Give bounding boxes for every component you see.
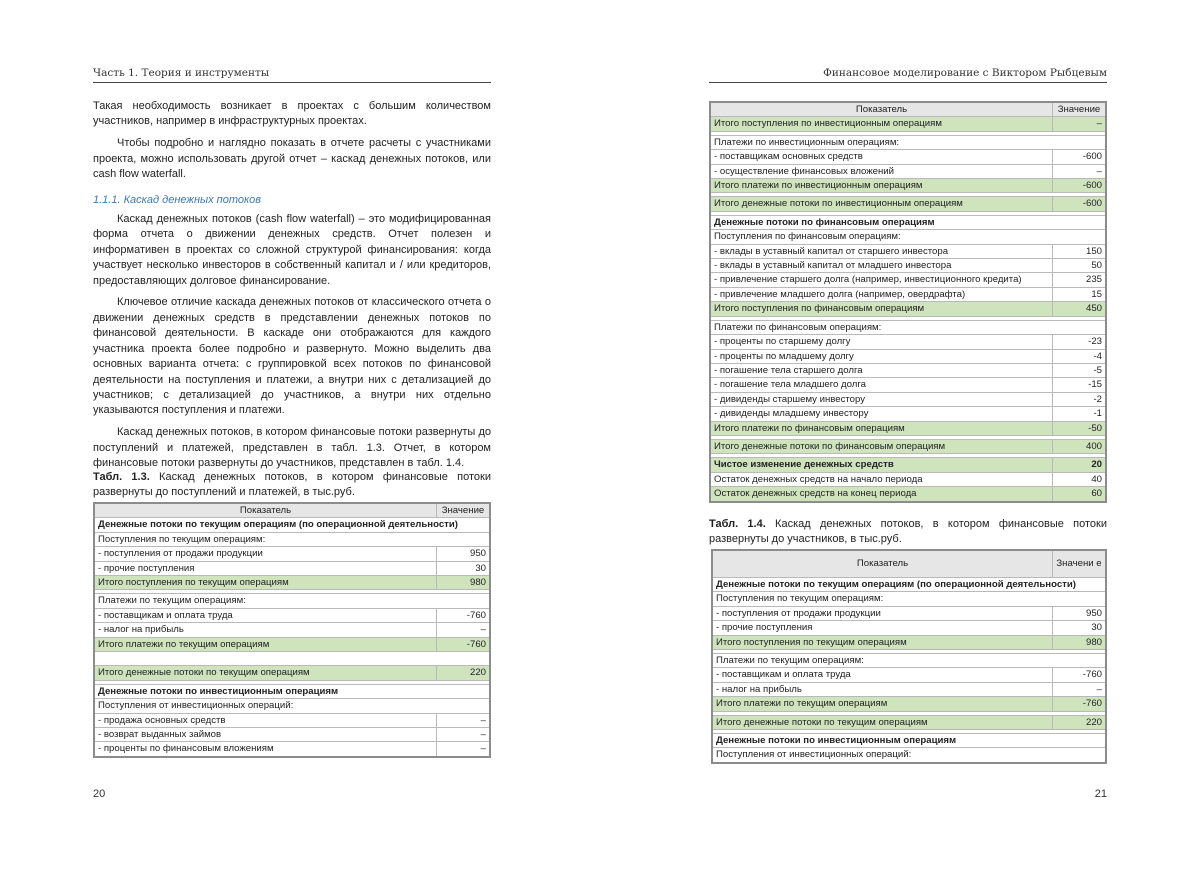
total-row (712, 715, 1106, 729)
row-label: Денежные потоки по текущим операциям (по операционной деятельности) (94, 518, 490, 532)
section-header-row (94, 684, 490, 698)
row-value: – (437, 728, 491, 742)
row-label: - вклады в уставный капитал от старшего инвестора (710, 244, 1053, 258)
row-label: Итого денежные потоки по финансовым операциям (710, 439, 1053, 453)
row-value: -50 (1053, 421, 1107, 435)
table-caption-label: Табл. 1.3. (93, 471, 150, 483)
row-label: - налог на прибыль (94, 623, 437, 637)
row-label: - возврат выданных займов (94, 728, 437, 742)
table-row (710, 349, 1106, 363)
row-value: 40 (1053, 472, 1107, 486)
row-label: Остаток денежных средств на начало периода (710, 472, 1053, 486)
table-row (710, 273, 1106, 287)
table-row (710, 164, 1106, 178)
table-row (710, 335, 1106, 349)
row-label: Денежные потоки по финансовым операциям (710, 215, 1106, 229)
row-value: 20 (1053, 458, 1107, 472)
table-row (94, 623, 490, 637)
row-label: Платежи по инвестиционным операциям: (710, 135, 1106, 149)
cash-flow-table-1-3 (93, 502, 491, 758)
total-row (710, 302, 1106, 316)
row-label: Итого платежи по текущим операциям (94, 637, 437, 651)
row-label: Итого платежи по финансовым операциям (710, 421, 1053, 435)
row-label: - поступления от продажи продукции (712, 606, 1053, 620)
subheader-row (94, 699, 490, 713)
total-row (710, 439, 1106, 453)
row-value: -4 (1053, 349, 1107, 363)
row-label: Поступления по финансовым операциям: (710, 230, 1106, 244)
row-value: -23 (1053, 335, 1107, 349)
table-row (94, 547, 490, 561)
total-row (94, 576, 490, 590)
row-value: -600 (1053, 150, 1107, 164)
table-row (712, 606, 1106, 620)
row-label: - поставщикам основных средств (710, 150, 1053, 164)
row-label: Поступления от инвестиционных операций: (712, 748, 1106, 763)
table-row (710, 150, 1106, 164)
table-row (94, 608, 490, 622)
row-label: Платежи по текущим операциям: (94, 594, 490, 608)
total-row (712, 635, 1106, 649)
section-header-row (712, 578, 1106, 592)
row-value: -5 (1053, 363, 1107, 377)
row-label: - погашение тела младшего долга (710, 378, 1053, 392)
subheader-row (712, 654, 1106, 668)
section-header-row (94, 518, 490, 532)
row-value: -2 (1053, 392, 1107, 406)
running-head: Финансовое моделирование с Виктором Рыбцевым (709, 67, 1107, 83)
table-row (710, 392, 1106, 406)
row-label: - вклады в уставный капитал от младшего инвестора (710, 259, 1053, 273)
row-label: - налог на прибыль (712, 682, 1053, 696)
cash-flow-table-1-4 (711, 549, 1107, 764)
row-value: 220 (1053, 715, 1107, 729)
row-value: 400 (1053, 439, 1107, 453)
row-label: - привлечение младшего долга (например, овердрафта) (710, 287, 1053, 301)
row-label: Денежные потоки по текущим операциям (по операционной деятельности) (712, 578, 1106, 592)
table-row (710, 378, 1106, 392)
row-value: – (437, 623, 491, 637)
row-label: - продажа основных средств (94, 713, 437, 727)
paragraph: Ключевое отличие каскада денежных потоков от классического отчета о движении денежных средств в представлении денежных потоков по финансовой деятельности. В каскаде они отображаются для каждого участника проекта более подробно и развернуто. Можно выделить два основных варианта отчета: с группировкой всех потоков по финансовой деятельности на поступления и платежи, а внутри них с детализацией до участников; с детализацией до участников, а внутри них отдельно указываются поступления и платежи. (93, 296, 491, 417)
table-row (710, 259, 1106, 273)
row-label: - осуществление финансовых вложений (710, 164, 1053, 178)
table-row (710, 244, 1106, 258)
table-header-row (712, 550, 1106, 578)
row-label: Платежи по финансовым операциям: (710, 320, 1106, 334)
table-row (94, 728, 490, 742)
row-value: – (1053, 117, 1107, 131)
row-label: Итого поступления по финансовым операциям (710, 302, 1053, 316)
row-value: – (437, 742, 491, 757)
column-header-value: Значение (437, 503, 491, 518)
row-label: - поступления от продажи продукции (94, 547, 437, 561)
table-row (710, 287, 1106, 301)
table-row (710, 407, 1106, 421)
row-value: 150 (1053, 244, 1107, 258)
total-row (710, 179, 1106, 193)
row-label: Поступления от инвестиционных операций: (94, 699, 490, 713)
row-label: Поступления по текущим операциям: (94, 532, 490, 546)
table-row (94, 742, 490, 757)
row-value: -15 (1053, 378, 1107, 392)
page-number: 20 (93, 788, 106, 800)
row-label: - проценты по финансовым вложениям (94, 742, 437, 757)
subheader-row (94, 594, 490, 608)
total-row (94, 666, 490, 680)
row-label: Денежные потоки по инвестиционным операциям (712, 734, 1106, 748)
right-page (709, 0, 1107, 873)
total-row (712, 697, 1106, 711)
row-value: 980 (437, 576, 491, 590)
row-label: - проценты по старшему долгу (710, 335, 1053, 349)
row-label: Итого платежи по инвестиционным операциям (710, 179, 1053, 193)
total-row (94, 637, 490, 651)
column-header-indicator: Показатель (94, 503, 437, 518)
row-label: - прочие поступления (712, 621, 1053, 635)
subheader-row (710, 135, 1106, 149)
body-text (93, 99, 491, 478)
row-value: 235 (1053, 273, 1107, 287)
total-row (710, 421, 1106, 435)
row-value: 15 (1053, 287, 1107, 301)
table-header-row (94, 503, 490, 518)
subheader-row (94, 532, 490, 546)
table-caption-label: Табл. 1.4. (709, 518, 766, 530)
row-value: – (437, 713, 491, 727)
row-value: 50 (1053, 259, 1107, 273)
row-label: Итого поступления по текущим операциям (712, 635, 1053, 649)
table-row (710, 363, 1106, 377)
row-value: -760 (1053, 668, 1107, 682)
table-caption (93, 470, 491, 501)
total-row (710, 117, 1106, 131)
left-page (93, 0, 491, 873)
row-value: 950 (437, 547, 491, 561)
table-caption (709, 517, 1107, 548)
row-label: - дивиденды старшему инвестору (710, 392, 1053, 406)
row-value: 30 (1053, 621, 1107, 635)
row-label: - проценты по младшему долгу (710, 349, 1053, 363)
table-caption-text: Каскад денежных потоков, в котором финансовые потоки развернуты до поступлений и платежей, в тыс.руб. (93, 471, 492, 499)
row-value: – (1053, 164, 1107, 178)
row-label: - поставщикам и оплата труда (712, 668, 1053, 682)
paragraph: Такая необходимость возникает в проектах с большим количеством участников, например в инфраструктурных проектах. (93, 100, 491, 128)
row-value: 450 (1053, 302, 1107, 316)
row-value: – (1053, 682, 1107, 696)
row-value: 30 (437, 561, 491, 575)
row-label: Итого денежные потоки по текущим операциям (94, 666, 437, 680)
table-row (710, 472, 1106, 486)
page-number: 21 (1094, 788, 1107, 800)
subheader-row (710, 230, 1106, 244)
row-label: Платежи по текущим операциям: (712, 654, 1106, 668)
row-value: 60 (1053, 487, 1107, 502)
row-label: Итого поступления по текущим операциям (94, 576, 437, 590)
paragraph: Каскад денежных потоков, в котором финансовые потоки развернуты до поступлений и платежей, представлен в табл. 1.3. Отчет, в котором финансовые потоки развернуты до участников, представлен в табл. 1.4. (93, 426, 491, 470)
row-value: -760 (437, 608, 491, 622)
subheader-row (710, 320, 1106, 334)
row-label: Поступления по текущим операциям: (712, 592, 1106, 606)
row-value: 950 (1053, 606, 1107, 620)
table-row (94, 713, 490, 727)
row-label: Итого поступления по инвестиционным операциям (710, 117, 1053, 131)
table-row (712, 621, 1106, 635)
row-label: - прочие поступления (94, 561, 437, 575)
table-row (712, 682, 1106, 696)
table-header-row (710, 102, 1106, 117)
section-heading: 1.1.1. Каскад денежных потоков (93, 193, 262, 206)
total-row (710, 458, 1106, 472)
row-value: 980 (1053, 635, 1107, 649)
column-header-value: Значени е (1053, 550, 1107, 578)
row-label: Итого денежные потоки по текущим операциям (712, 715, 1053, 729)
column-header-value: Значение (1053, 102, 1107, 117)
row-value: -600 (1053, 197, 1107, 211)
paragraph: Чтобы подробно и наглядно показать в отчете расчеты с участниками проекта, можно использовать другой отчет – каскад денежных потоков, или cash flow waterfall. (93, 137, 491, 181)
row-label: Итого платежи по текущим операциям (712, 697, 1053, 711)
table-row (712, 668, 1106, 682)
row-label: Денежные потоки по инвестиционным операциям (94, 684, 490, 698)
section-header-row (712, 734, 1106, 748)
blank-row (94, 652, 490, 666)
section-header-row (710, 215, 1106, 229)
row-value: -1 (1053, 407, 1107, 421)
row-label: Чистое изменение денежных средств (710, 458, 1053, 472)
running-head: Часть 1. Теория и инструменты (93, 67, 491, 83)
paragraph: Каскад денежных потоков (cash flow waterfall) – это модифицированная форма отчета о движении денежных средств. Отчет полезен и информативен в проектах со сложной структурой финансирования: когда участвует несколько инвесторов в собственный капитал и / или кредиторов, предоставляющих долговое финансирование. (93, 212, 491, 287)
blank-cell (94, 652, 490, 666)
column-header-indicator: Показатель (712, 550, 1053, 578)
row-value: 220 (437, 666, 491, 680)
cash-flow-table-1-3-continued (709, 101, 1107, 503)
row-value: -600 (1053, 179, 1107, 193)
row-value: -760 (1053, 697, 1107, 711)
row-label: - привлечение старшего долга (например, инвестиционного кредита) (710, 273, 1053, 287)
total-row (710, 487, 1106, 502)
subheader-row (712, 592, 1106, 606)
row-label: Итого денежные потоки по инвестиционным операциям (710, 197, 1053, 211)
row-value: -760 (437, 637, 491, 651)
row-label: - поставщикам и оплата труда (94, 608, 437, 622)
column-header-indicator: Показатель (710, 102, 1053, 117)
total-row (710, 197, 1106, 211)
subheader-row (712, 748, 1106, 763)
row-label: - дивиденды младшему инвестору (710, 407, 1053, 421)
row-label: - погашение тела старшего долга (710, 363, 1053, 377)
row-label: Остаток денежных средств на конец периода (710, 487, 1053, 502)
table-caption-text: Каскад денежных потоков, в котором финансовые потоки развернуты до участников, в тыс.руб. (709, 518, 1108, 546)
table-row (94, 561, 490, 575)
